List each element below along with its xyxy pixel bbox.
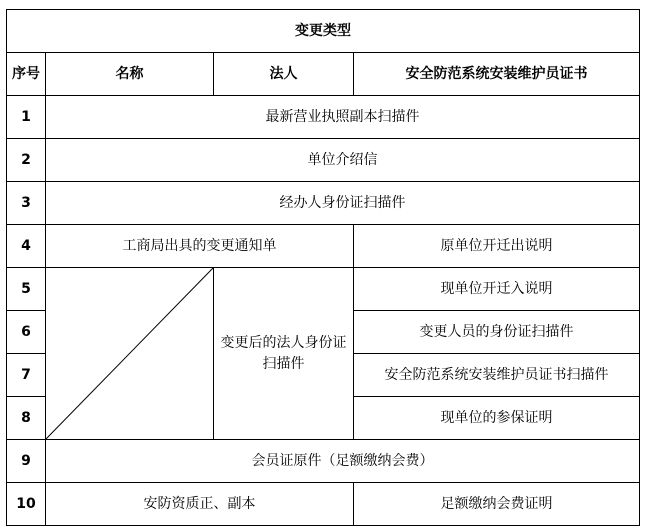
row-number: 9: [7, 440, 46, 483]
row-text: 会员证原件（足额缴纳会费）: [46, 440, 640, 483]
row-number: 2: [7, 139, 46, 182]
header-name: 名称: [46, 53, 214, 96]
row-text: 经办人身份证扫描件: [46, 182, 640, 225]
table-row: [7, 225, 640, 268]
header-seq: 序号: [7, 53, 46, 96]
diagonal-line: [46, 268, 213, 439]
header-row: [7, 53, 640, 96]
row-left-text: 安防资质正、副本: [46, 483, 354, 526]
table-row: [7, 440, 640, 483]
row-number: 8: [7, 397, 46, 440]
row-number: 4: [7, 225, 46, 268]
title-row: [7, 10, 640, 53]
table-row: [7, 483, 640, 526]
change-type-table: [6, 9, 640, 526]
row-number: 3: [7, 182, 46, 225]
table-row: [7, 139, 640, 182]
row-right-text: 变更人员的身份证扫描件: [354, 311, 640, 354]
row-number: 10: [7, 483, 46, 526]
row-left-text: 工商局出具的变更通知单: [46, 225, 354, 268]
row-number: 6: [7, 311, 46, 354]
header-certificate: 安全防范系统安装维护员证书: [354, 53, 640, 96]
table-row: [7, 268, 640, 311]
table-row: [7, 182, 640, 225]
header-legal-person: 法人: [214, 53, 354, 96]
row-right-text: 现单位的参保证明: [354, 397, 640, 440]
table-row: [7, 96, 640, 139]
row-number: 5: [7, 268, 46, 311]
row-right-text: 原单位开迁出说明: [354, 225, 640, 268]
table-title: 变更类型: [7, 10, 640, 53]
row-number: 7: [7, 354, 46, 397]
row-text: 最新营业执照副本扫描件: [46, 96, 640, 139]
legal-person-id-text: 变更后的法人身份证扫描件: [220, 334, 347, 372]
row-right-text: 足额缴纳会费证明: [354, 483, 640, 526]
row-right-text: 安全防范系统安装维护员证书扫描件: [354, 354, 640, 397]
row-text: 单位介绍信: [46, 139, 640, 182]
diagonal-empty-cell: [46, 268, 214, 440]
row-number: 1: [7, 96, 46, 139]
row-right-text: 现单位开迁入说明: [354, 268, 640, 311]
legal-person-id-cell: [214, 268, 354, 440]
